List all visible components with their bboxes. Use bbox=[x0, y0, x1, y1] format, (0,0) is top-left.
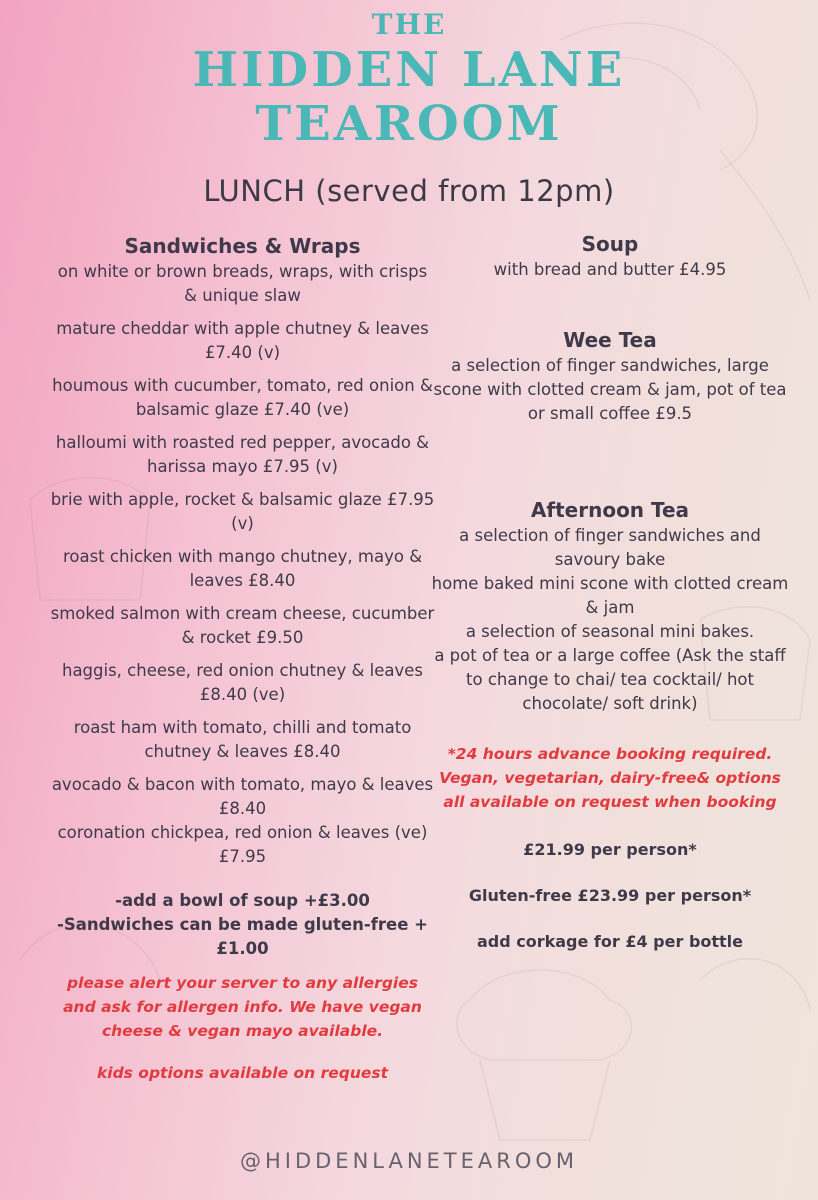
price-gluten-free: Gluten-free £23.99 per person* bbox=[468, 886, 752, 905]
menu-item: brie with apple, rocket & balsamic glaze £7.95 (v) bbox=[50, 490, 435, 533]
afternoon-line: a selection of finger sandwiches and savoury bake bbox=[459, 526, 761, 569]
social-handle: @HIDDENLANETEAROOM bbox=[239, 1149, 579, 1173]
menu-item: coronation chickpea, red onion & leaves (ve) £7.95 bbox=[57, 823, 428, 866]
menu-item: smoked salmon with cream cheese, cucumber & rocket £9.50 bbox=[50, 604, 435, 647]
soup-text: with bread and butter £4.95 bbox=[493, 260, 727, 279]
sandwiches-column bbox=[50, 232, 435, 1085]
menu-title: LUNCH (served from 12pm) bbox=[203, 174, 615, 208]
menu-item: halloumi with roasted red pepper, avocado & harissa mayo £7.95 (v) bbox=[55, 433, 430, 476]
extra-gluten-free: -Sandwiches can be made gluten-free +£1.00 bbox=[57, 915, 428, 958]
price-per-person: £21.99 per person* bbox=[523, 840, 697, 859]
extra-soup: -add a bowl of soup +£3.00 bbox=[115, 891, 370, 910]
logo-line-hidden-lane: HIDDEN LANE bbox=[192, 42, 626, 98]
menu-item: roast chicken with mango chutney, mayo & leaves £8.40 bbox=[62, 547, 423, 590]
afternoon-tea-heading: Afternoon Tea bbox=[530, 498, 690, 522]
wee-tea-text: a selection of finger sandwiches, large scone with clotted cream & jam, pot of tea or small coffee £9.5 bbox=[433, 356, 787, 423]
kids-note: kids options available on request bbox=[96, 1064, 389, 1082]
afternoon-line: a pot of tea or a large coffee (Ask the staff to change to chai/ tea cocktail/ hot chocolate/ soft drink) bbox=[434, 646, 786, 713]
afternoon-line: home baked mini scone with clotted cream & jam bbox=[431, 574, 789, 617]
menu-item: houmous with cucumber, tomato, red onion & balsamic glaze £7.40 (ve) bbox=[52, 376, 433, 419]
soup-heading: Soup bbox=[581, 232, 639, 256]
sandwiches-subheading: on white or brown breads, wraps, with crisps & unique slaw bbox=[57, 262, 428, 305]
booking-note: *24 hours advance booking required. Vegan, vegetarian, dairy-free& options all available on request when booking bbox=[439, 745, 781, 811]
teas-column bbox=[430, 230, 790, 954]
afternoon-line: a selection of seasonal mini bakes. bbox=[465, 622, 755, 641]
menu-item: haggis, cheese, red onion chutney & leaves £8.40 (ve) bbox=[61, 661, 424, 704]
allergy-note: please alert your server to any allergies and ask for allergen info. We have vegan cheese & vegan mayo available. bbox=[63, 974, 422, 1040]
logo-line-tearoom: TEAROOM bbox=[255, 96, 563, 152]
corkage-note: add corkage for £4 per bottle bbox=[476, 932, 744, 951]
sandwiches-heading: Sandwiches & Wraps bbox=[124, 234, 361, 258]
menu-item: roast ham with tomato, chilli and tomato chutney & leaves £8.40 bbox=[73, 718, 412, 761]
wee-tea-heading: Wee Tea bbox=[563, 328, 657, 352]
menu-item: avocado & bacon with tomato, mayo & leaves £8.40 bbox=[51, 775, 434, 818]
logo-line-the: THE bbox=[371, 8, 447, 41]
menu-item: mature cheddar with apple chutney & leaves £7.40 (v) bbox=[56, 319, 429, 362]
